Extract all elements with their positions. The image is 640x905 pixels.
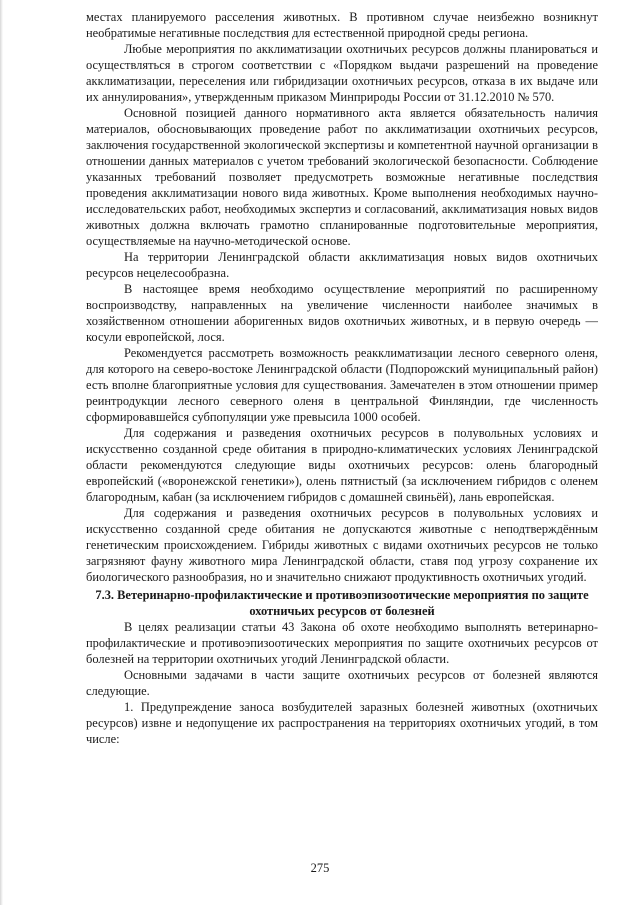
page-number: 275 [310,861,330,875]
paragraph-main-tasks: Основными задачами в части защите охотничьих ресурсов от болезней являются следующие. [86,668,598,698]
paragraph-task-1: 1. Предупреждение заноса возбудителей заразных болезней животных (охотничьих ресурсов) извне и недопущение их распространения на территориях охотничьих угодий, в том числе: [86,700,598,746]
paragraph-hybrids-not-allowed: Для содержания и разведения охотничьих ресурсов в полувольных условиях и искусственно созданной среде обитания не допускаются животные с неподтверждённым генетическим происхождением. Гибриды животных с видами охотничьих ресурсов не только загрязняют фауну животного мира Ленинградской области, ставя под угрозу сохранение их биологического разнообразия, но и значительно снижают продуктивность охотничьих угодий. [86,506,598,584]
paragraph-acclimatization-rules: Любые мероприятия по акклиматизации охотничьих ресурсов должны планироваться и осуществляться в строгом соответствии с «Порядком выдачи разрешений на проведение акклиматизации, переселения или гибридизации охотничьих ресурсов, отказа в их выдаче или их аннулирования», утвержденным приказом Минприроды России от 31.12.2010 № 570. [86,42,598,104]
paragraph-reindeer: Рекомендуется рассмотреть возможность реакклиматизации лесного северного оленя, для которого на северо-востоке Ленинградской области (Подпорожский муниципальный район) есть вполне благоприятные условия для существования. Замечателен в этом отношении пример реинтродукции лесного северного оленя в центральной Финляндии, где численность сформировавшейся субпопуляции уже превысила 1000 особей. [86,346,598,424]
paragraph-recommended-species: Для содержания и разведения охотничьих ресурсов в полувольных условиях и искусственно созданной среде обитания в природно-климатических условиях Ленинградской области рекомендуются следующие виды охотничьих ресурсов: олень благородный европейский («воронежской генетики»), олень пятнистый (за исключением гибридов с оленем благородным, кабан (за исключением гибридов с домашней свиньёй), лань европейская. [86,426,598,504]
paragraph-leningrad-inexpedient: На территории Ленинградской области акклиматизация новых видов охотничьих ресурсов нецелесообразна. [86,250,598,280]
paragraph-continuation: местах планируемого расселения животных. В противном случае неизбежно возникнут необратимые негативные последствия для естественной природной среды региона. [86,10,598,40]
section-heading: 7.3. Ветеринарно-профилактические и противоэпизоотические мероприятия по защите охотничьих ресурсов от болезней [95,588,589,618]
paragraph-expanded-reproduction: В настоящее время необходимо осуществление мероприятий по расширенному воспроизводству, направленных на увеличение численности наиболее значимых в хозяйственном отношении аборигенных видов охотничьих животных, и в первую очередь — косули европейской, лося. [86,282,598,344]
paragraph-article-43: В целях реализации статьи 43 Закона об охоте необходимо выполнять ветеринарно-профилактические и противоэпизоотических мероприятия по защите охотничьих ресурсов от болезней на территории охотничьих угодий Ленинградской области. [86,620,598,666]
document-page [86,9,598,747]
scan-edge-shadow [0,0,3,905]
paragraph-normative-act: Основной позицией данного нормативного акта является обязательность наличия материалов, обосновывающих проведение работ по акклиматизации охотничьих ресурсов, заключения государственной экологической экспертизы и компетентной научной организации в отношении данных материалов с учетом требований экологической безопасности. Соблюдение указанных требований позволяет предусмотреть возможные негативные последствия проведения акклиматизации нового вида животных. Кроме выполнения необходимых научно-исследовательских работ, необходимых экспертиз и согласований, акклиматизация новых видов животных должна включать грамотно спланированные подготовительные мероприятия, осуществляемые на научно-методической основе. [86,106,598,248]
